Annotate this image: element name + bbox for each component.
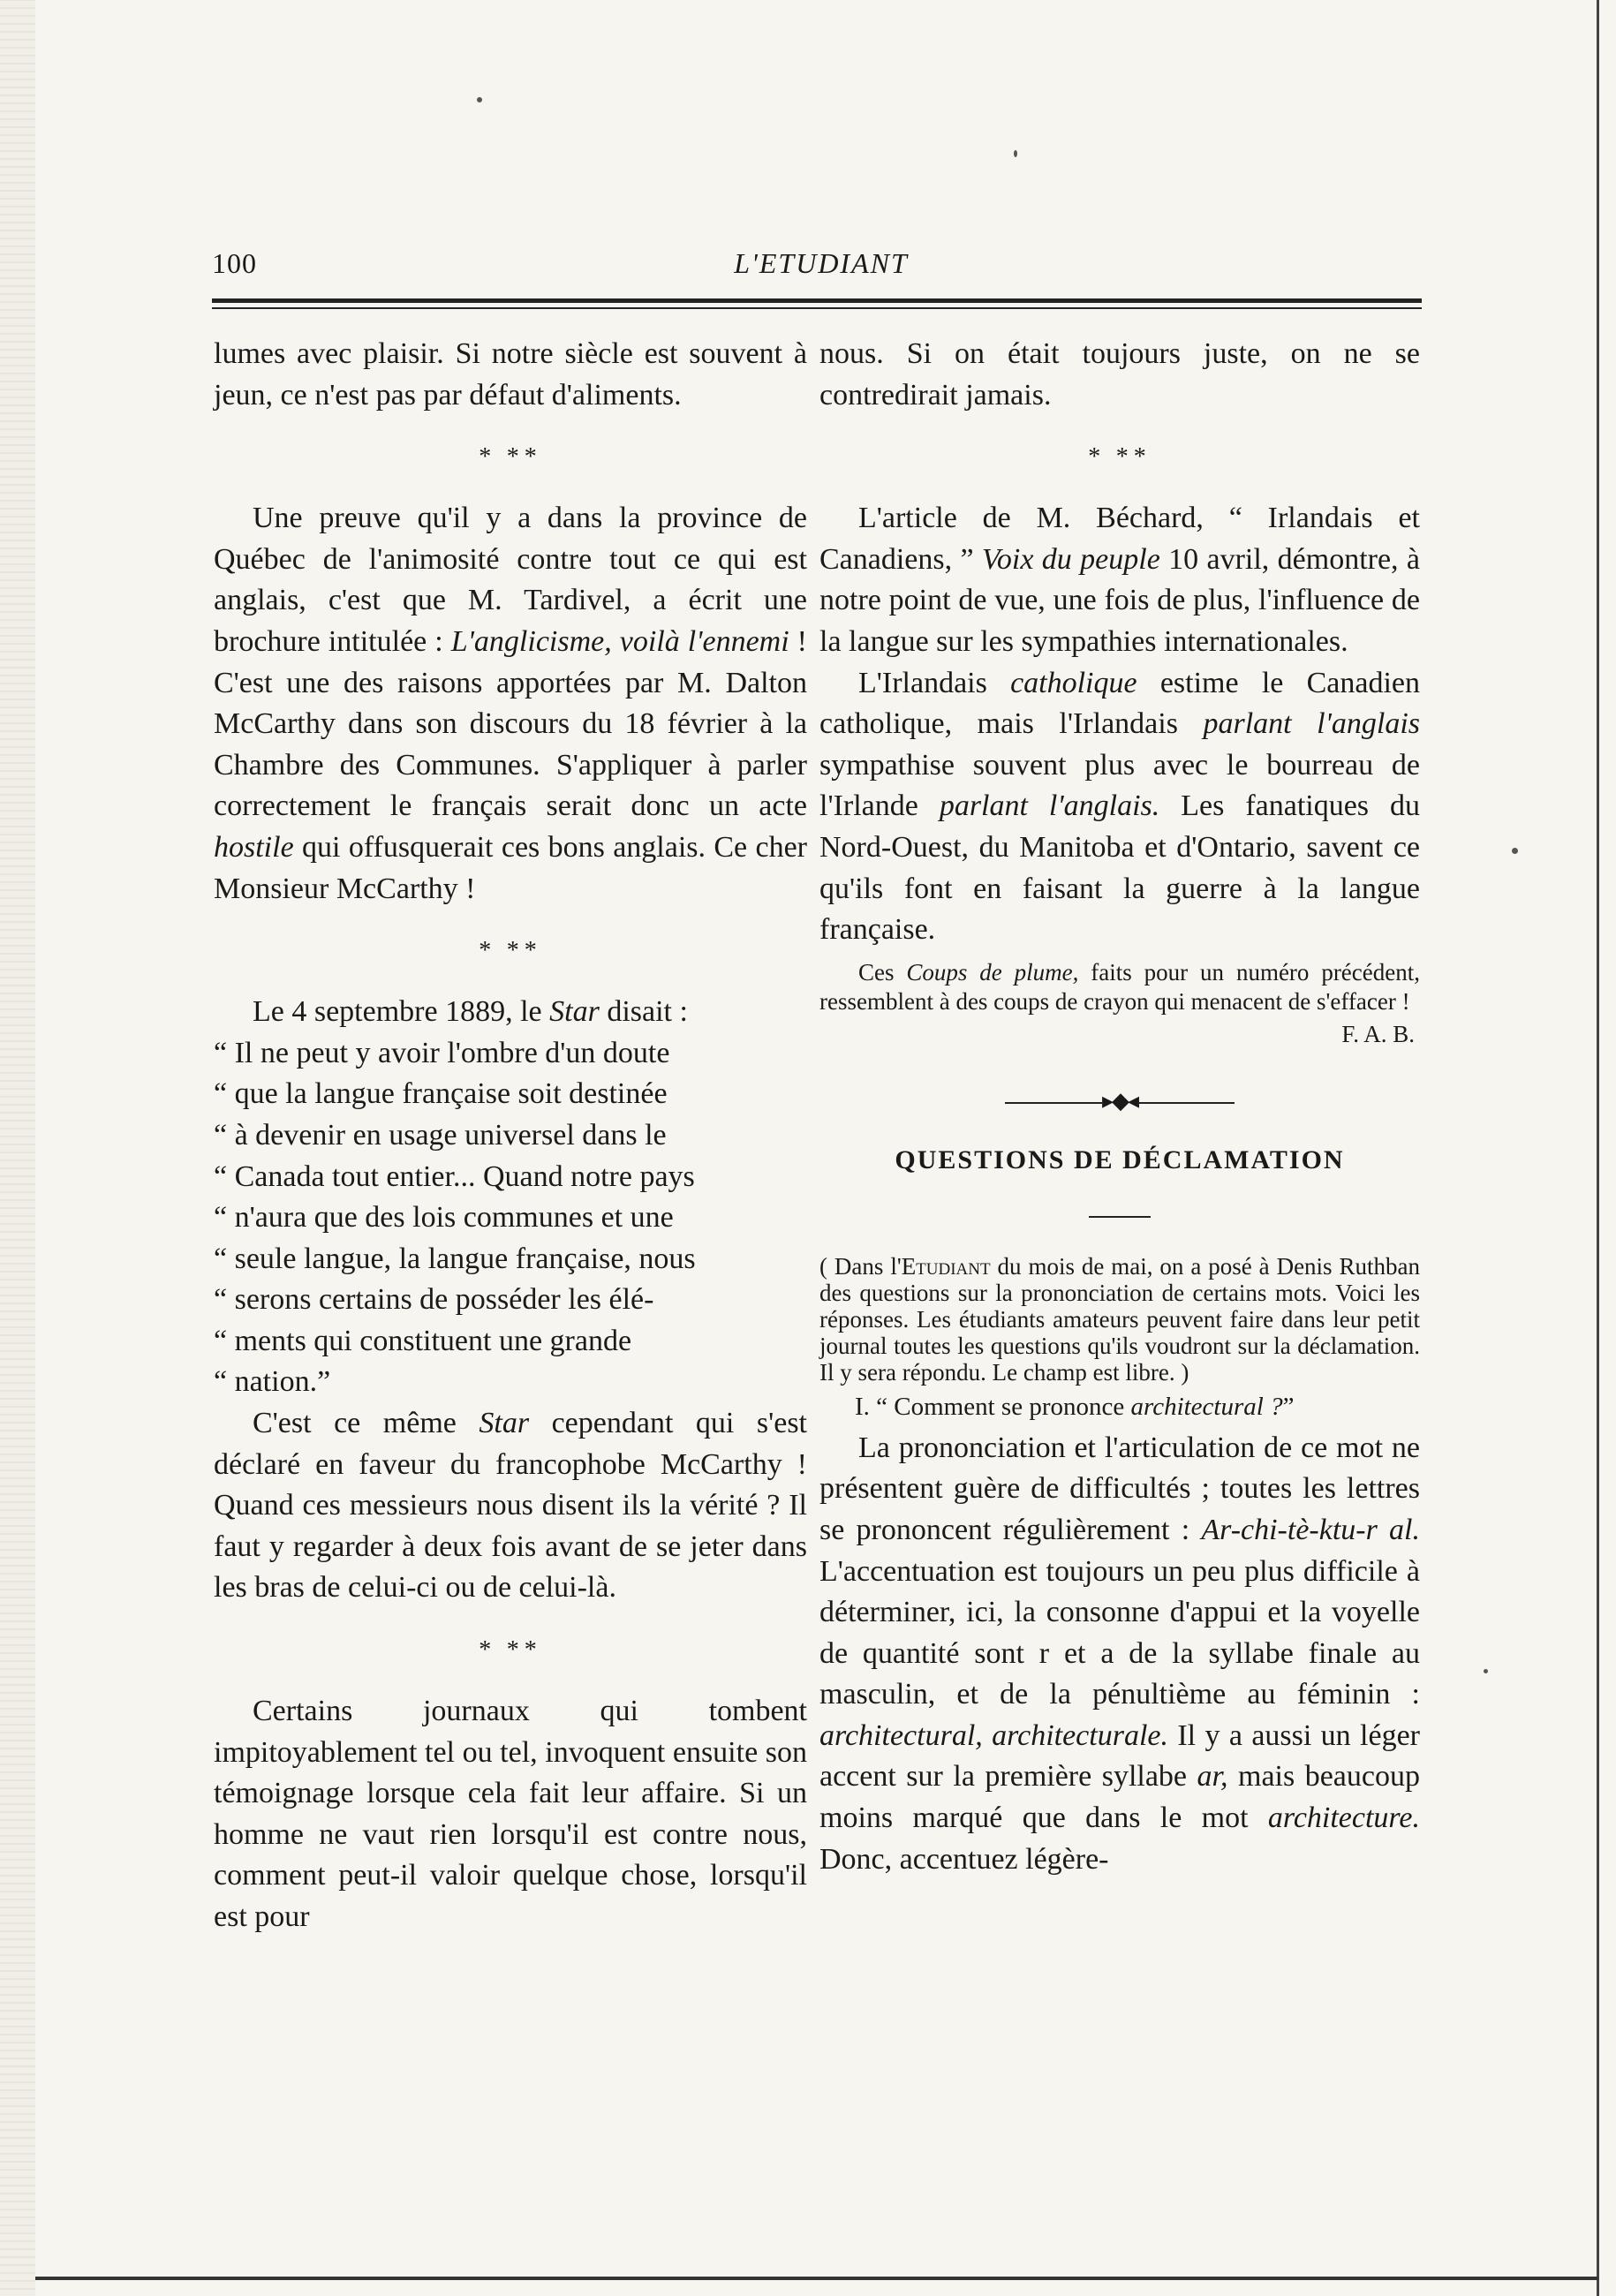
journal-title: L'ETUDIANT — [734, 247, 909, 279]
italic-word: architecture. — [1267, 1801, 1420, 1835]
text-run: L'accentuation est toujours un peu plus difficile à déterminer, ici, la consonne d'appui et la voyelle de quantité sont r et a de la syllabe finale au masculin, et de la pénultième au féminin : — [819, 1554, 1420, 1711]
scan-speck — [1512, 848, 1518, 854]
divider-ornament: ▸◆◂ — [1101, 1087, 1138, 1114]
text-run: ( Dans l' — [819, 1252, 902, 1280]
scan-edge-right — [1597, 0, 1599, 2296]
text-run: L'Irlandais — [858, 666, 1011, 699]
text-run: Donc, accentuez légère- — [819, 1842, 1109, 1876]
text-run: ” — [1282, 1392, 1295, 1421]
text-run: faits pour un numéro précédent, ressemblent à des coups de crayon qui menacent de s'effacer ! — [819, 958, 1420, 1015]
paragraph — [819, 498, 1420, 662]
scan-edge-bottom — [35, 2277, 1598, 2280]
text-run: La prononciation et l'articulation de ce mot ne présentent guère de difficultés ; toutes les lettres se prononcent régulièrement : — [819, 1431, 1420, 1546]
text-run: Ces — [858, 958, 907, 986]
italic-word: ar, — [1197, 1760, 1228, 1794]
left-column — [214, 334, 807, 1938]
paragraph — [214, 992, 807, 1033]
running-header — [212, 240, 1395, 284]
question-heading — [819, 1386, 1420, 1428]
quote-line: “ serons certains de posséder les élé- — [214, 1283, 654, 1317]
editor-note — [819, 958, 1420, 1016]
asterism: * ** — [479, 443, 542, 472]
quote-line: “ Canada tout entier... Quand notre pays — [214, 1159, 695, 1193]
quote-line: “ à devenir en usage universel dans le — [214, 1118, 667, 1152]
text-run: I. “ Comment se prononce — [855, 1392, 1131, 1421]
section-divider — [819, 1076, 1420, 1126]
asterism: * ** — [479, 1636, 542, 1665]
journal-name: Etudiant — [901, 1252, 991, 1280]
paragraph — [214, 498, 807, 910]
scan-speck — [1484, 1669, 1488, 1673]
quote-line: “ que la langue française soit destinée — [214, 1077, 668, 1111]
text-run: ! C'est une des raisons apportées par M. Dalton McCarthy dans son discours du 18 février à la Chambre des Communes. S'appliquer à parler correctement le français serait donc un acte — [214, 624, 807, 823]
divider-line — [1137, 1102, 1235, 1104]
paragraph: Certains journaux qui tombent impitoyablement tel ou tel, invoquent ensuite son témoignage lorsque cela fait leur affaire. Si un homme ne vaut rien lorsqu'il est contre nous, comment peut-il valoir quelque chose, lorsqu'il est pour — [214, 1695, 807, 1933]
text-run: estime le Canadien catholique, mais l'Irlandais — [819, 666, 1420, 741]
italic-word: Star — [549, 995, 600, 1029]
scan-speck — [1014, 150, 1017, 157]
scan-speck — [477, 97, 482, 102]
header-rule-thin — [212, 307, 1422, 309]
text-run: L'article de M. Béchard, “ Irlandais et Canadiens, ” — [819, 502, 1420, 576]
text-run: sympathise souvent plus avec le bourreau de l'Irlande — [819, 748, 1420, 823]
asterism: * ** — [479, 937, 542, 965]
italic-word: Star — [479, 1407, 530, 1440]
text-run: Le 4 septembre 1889, le — [253, 995, 550, 1029]
italic-word: parlant l'anglais. — [939, 789, 1160, 823]
text-run: disait : — [599, 995, 688, 1029]
paragraph: lumes avec plaisir. Si notre siècle est souvent à jeun, ce n'est pas par défaut d'aliments. — [214, 337, 807, 412]
short-rule — [1089, 1216, 1151, 1218]
divider-line — [1005, 1102, 1102, 1104]
italic-title: Coups de plume, — [906, 958, 1079, 986]
text-run: qui offusquerait ces bons anglais. Ce cher Monsieur McCarthy ! — [214, 830, 807, 905]
quote-line: “ Il ne peut y avoir l'ombre d'un doute — [214, 1036, 670, 1069]
paragraph: nous. Si on était toujours juste, on ne se contredirait jamais. — [819, 337, 1420, 412]
italic-word: architectural, architecturale. — [819, 1718, 1168, 1752]
italic-word: parlant l'anglais — [1203, 707, 1420, 741]
paragraph — [819, 1428, 1420, 1881]
paragraph — [214, 1403, 807, 1609]
italic-title: Voix du peuple — [981, 542, 1160, 576]
text-run: 10 avril, démontre, à notre point de vue, une fois de plus, l'influence de la langue sur les sympathies internationales. — [819, 542, 1420, 658]
text-run: cependant qui s'est déclaré en faveur du francophobe McCarthy ! Quand ces messieurs nous disent ils la vérité ? Il faut y regarder à deux fois avant de se jeter dans les bras de celui-ci ou de celui-là. — [214, 1407, 807, 1605]
quote-line: “ ments qui constituent une grande — [214, 1324, 632, 1357]
text-run: mais beaucoup moins marqué que dans le mot — [819, 1760, 1420, 1835]
asterism: * ** — [1088, 443, 1152, 472]
italic-word: Ar-chi-tè-ktu-r al. — [1201, 1513, 1420, 1546]
header-rule-thick — [212, 298, 1422, 303]
text-run: Les fanatiques du Nord-Ouest, du Manitoba et d'Ontario, savent ce qu'ils font en faisant la guerre à la langue française. — [819, 789, 1421, 947]
right-column — [819, 334, 1420, 1880]
text-run: du mois de mai, on a posé à Denis Ruthban des questions sur la prononciation de certains mots. Voici les réponses. Les étudiants amateurs peuvent faire dans leur petit journal toutes les questions qu'ils voudront sur la déclamation. Il y sera répondu. Le champ est libre. ) — [819, 1252, 1420, 1386]
italic-word: catholique — [1010, 666, 1137, 699]
italic-title: L'anglicisme, voilà l'ennemi — [450, 624, 789, 658]
section-intro — [819, 1253, 1420, 1386]
quote-line: “ nation.” — [214, 1365, 331, 1399]
quote-line: “ n'aura que des lois communes et une — [214, 1201, 674, 1235]
quotation-block — [214, 1033, 807, 1403]
scan-edge-left — [0, 0, 35, 2296]
signature: F. A. B. — [1341, 1020, 1415, 1047]
page-number: 100 — [212, 247, 257, 279]
text-run: Il y a aussi un léger accent sur la première syllabe — [819, 1718, 1421, 1794]
quote-line: “ seule langue, la langue française, nous — [214, 1242, 696, 1275]
text-run: C'est ce même — [253, 1407, 480, 1440]
section-title: QUESTIONS DE DÉCLAMATION — [895, 1144, 1345, 1174]
text-run: Une preuve qu'il y a dans la province de Québec de l'animosité contre tout ce qui est anglais, c'est que M. Tardivel, a écrit une brochure intitulée : — [214, 502, 807, 658]
italic-word: hostile — [214, 830, 294, 864]
paragraph — [819, 663, 1420, 951]
italic-word: architectural ? — [1130, 1392, 1283, 1421]
